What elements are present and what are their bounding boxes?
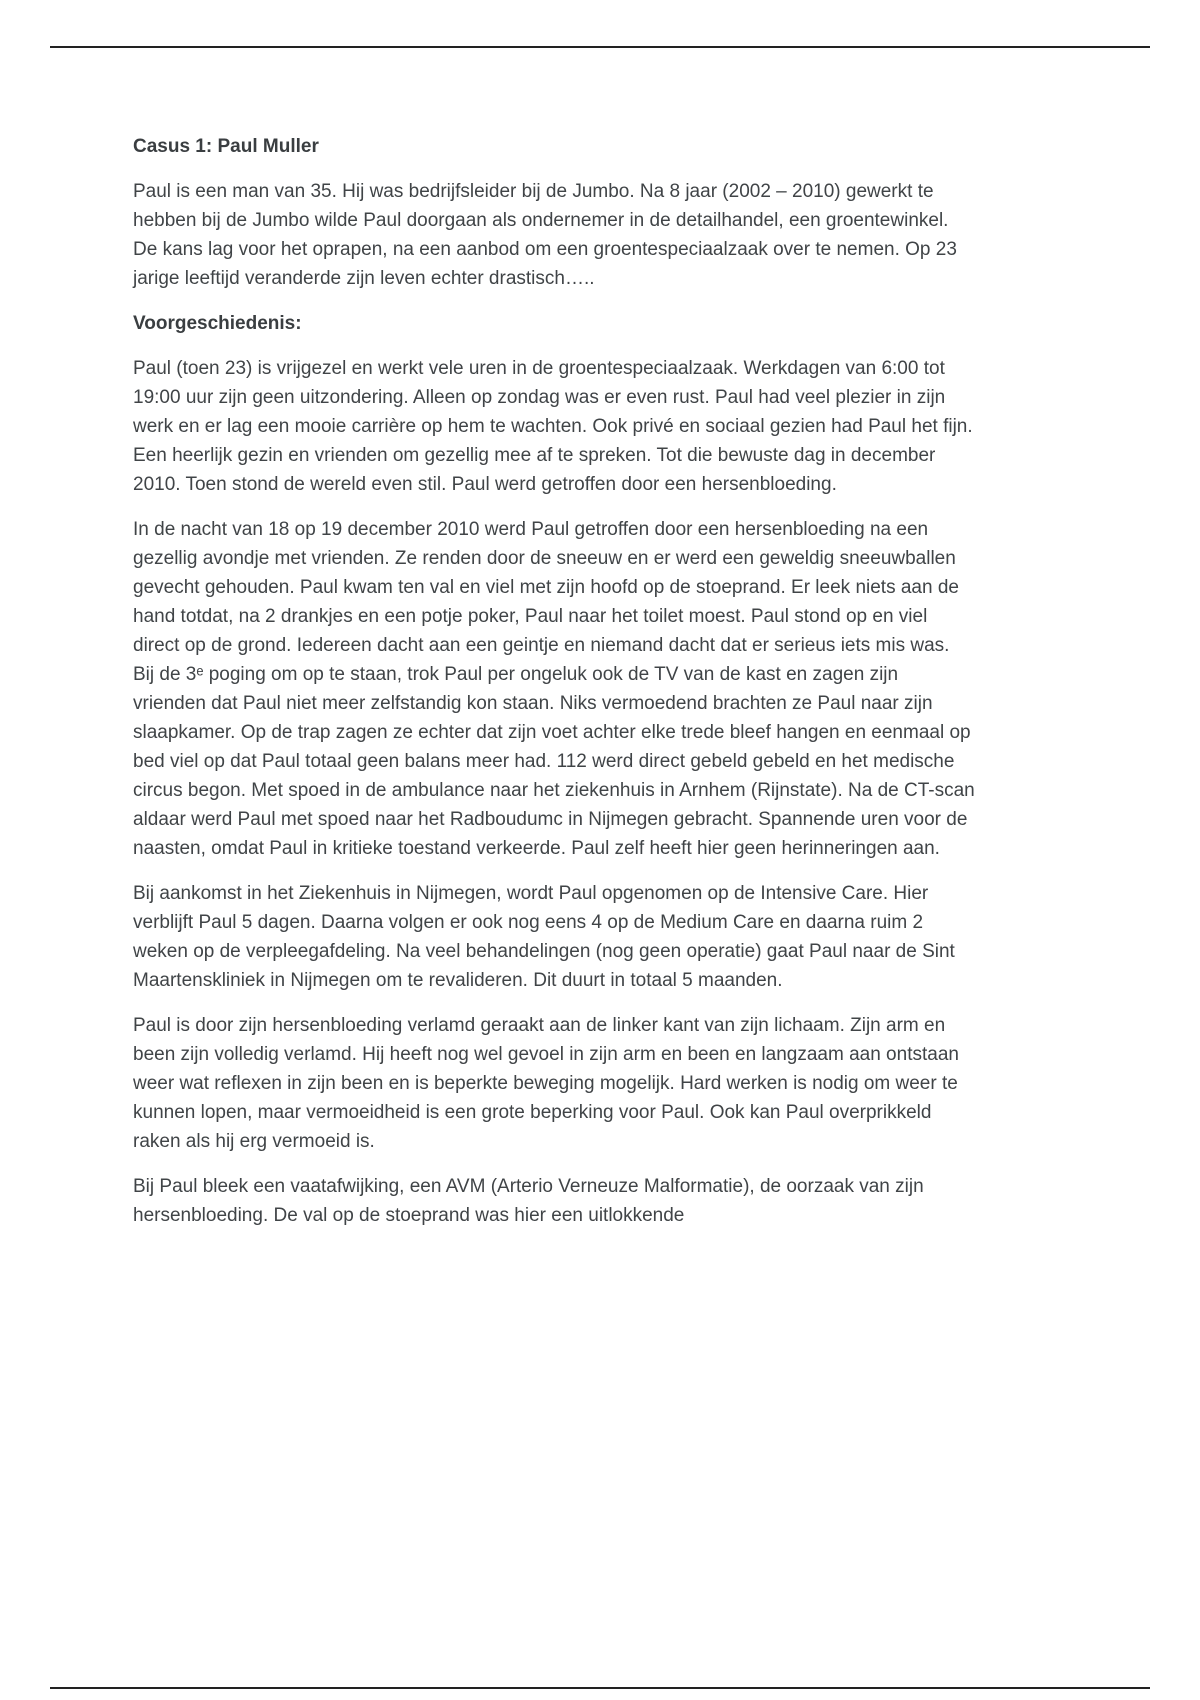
history-paragraph-2: In de nacht van 18 op 19 december 2010 werd Paul getroffen door een hersenbloeding na een gezellig avondje met vrienden. Ze renden door de sneeuw en er werd een geweldig sneeuwballen gevecht gehouden. Paul kwam ten val en viel met zijn hoofd op de stoeprand. Er leek niets aan de hand totdat, na 2 drankjes en een potje poker, Paul naar het toilet moest. Paul stond op en viel direct op de grond. Iedereen dacht aan een geintje en niemand dacht dat er serieus iets mis was. Bij de 3ᵉ poging om op te staan, trok Paul per ongeluk ook de TV van de kast en zagen zijn vrienden dat Paul niet meer zelfstandig kon staan. Niks vermoedend brachten ze Paul naar zijn slaapkamer. Op de trap zagen ze echter dat zijn voet achter elke trede bleef hangen en eenmaal op bed viel op dat Paul totaal geen balans meer had. 112 werd direct gebeld gebeld en het medische circus begon. Met spoed in de ambulance naar het ziekenhuis in Arnhem (Rijnstate). Na de CT-scan aldaar werd Paul met spoed naar het Radboudumc in Nijmegen gebracht. Spannende uren voor de naasten, omdat Paul in kritieke toestand verkeerde. Paul zelf heeft hier geen herinneringen aan. — [133, 519, 975, 859]
paralysis-paragraph: Paul is door zijn hersenbloeding verlamd geraakt aan de linker kant van zijn lichaam. Zijn arm en been zijn volledig verlamd. Hij heeft nog wel gevoel in zijn arm en been en langzaam aan ontstaan weer wat reflexen in zijn been en is beperkte beweging mogelijk. Hard werken is nodig om weer te kunnen lopen, maar vermoeidheid is een grote beperking voor Paul. Ook kan Paul overprikkeld raken als hij erg vermoeid is. — [133, 1015, 959, 1152]
page-header-rule — [50, 46, 1150, 48]
intro-paragraph: Paul is een man van 35. Hij was bedrijfsleider bij de Jumbo. Na 8 jaar (2002 – 2010) gewerkt te hebben bij de Jumbo wilde Paul doorgaan als ondernemer in de detailhandel, een groentewinkel. De kans lag voor het oprapen, na een aanbod om een groentespeciaalzaak over te nemen. Op 23 jarige leeftijd veranderde zijn leven echter drastisch….. — [133, 181, 957, 289]
history-section-heading: Voorgeschiedenis: — [133, 313, 302, 334]
case-title-heading: Casus 1: Paul Muller — [133, 136, 319, 157]
page-footer-rule — [50, 1687, 1150, 1689]
history-paragraph-1: Paul (toen 23) is vrijgezel en werkt vele uren in de groentespeciaalzaak. Werkdagen van 6:00 tot 19:00 uur zijn geen uitzondering. Alleen op zondag was er even rust. Paul had veel plezier in zijn werk en er lag een mooie carrière op hem te wachten. Ook privé en sociaal gezien had Paul het fijn. Een heerlijk gezin en vrienden om gezellig mee af te spreken. Tot die bewuste dag in december 2010. Toen stond de wereld even stil. Paul werd getroffen door een hersenbloeding. — [133, 358, 973, 495]
avm-paragraph: Bij Paul bleek een vaatafwijking, een AVM (Arterio Verneuze Malformatie), de oorzaak van zijn hersenbloeding. De val op de stoeprand was hier een uitlokkende — [133, 1176, 924, 1226]
hospital-paragraph: Bij aankomst in het Ziekenhuis in Nijmegen, wordt Paul opgenomen op de Intensive Care. Hier verblijft Paul 5 dagen. Daarna volgen er ook nog eens 4 op de Medium Care en daarna ruim 2 weken op de verpleegafdeling. Na veel behandelingen (nog geen operatie) gaat Paul naar de Sint Maartenskliniek in Nijmegen om te revalideren. Dit duurt in totaal 5 maanden. — [133, 883, 955, 991]
document-content — [133, 124, 975, 1246]
